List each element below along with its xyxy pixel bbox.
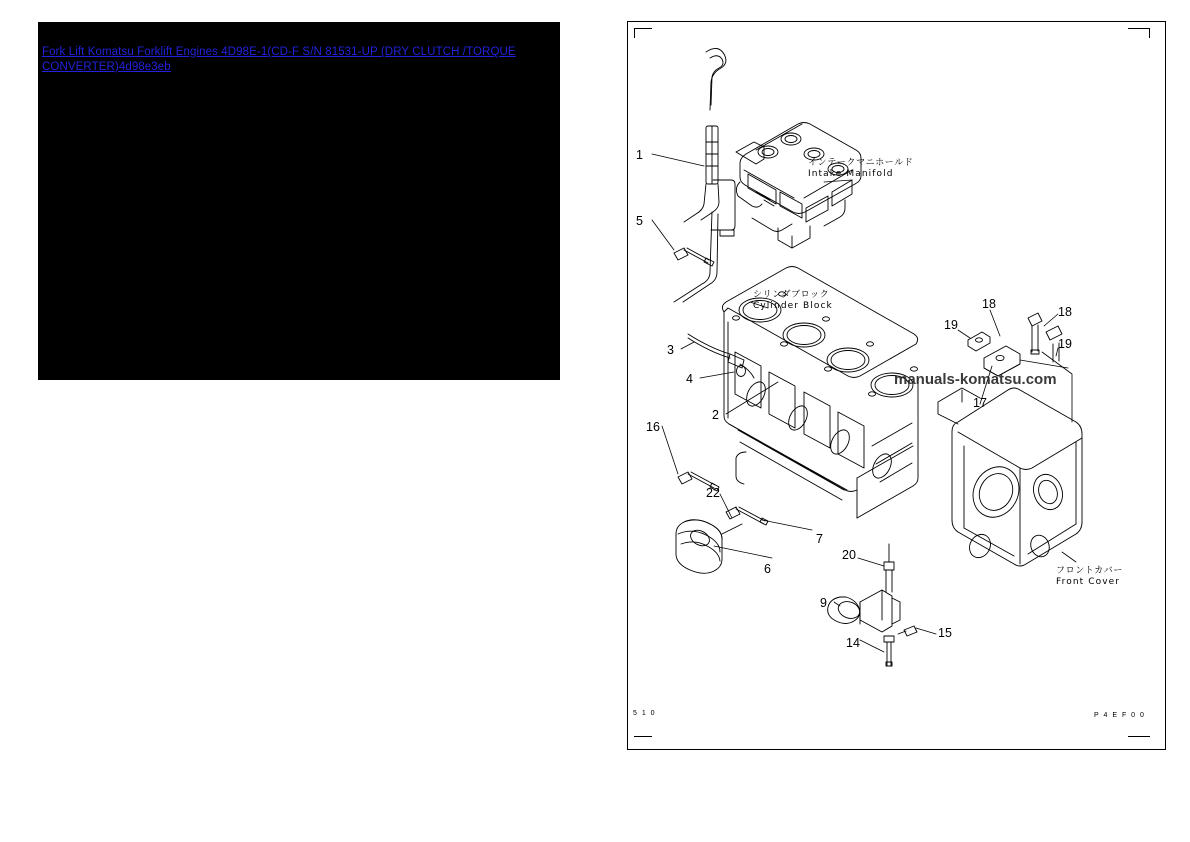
callout-14[interactable]: 14 bbox=[846, 636, 860, 650]
callout-19-right[interactable]: 19 bbox=[1058, 337, 1072, 351]
callout-4[interactable]: 4 bbox=[686, 372, 693, 386]
caption-intake-manifold-en: Intake Manifold bbox=[808, 169, 894, 179]
caption-intake-manifold-jp: インテークマニホールド bbox=[808, 158, 914, 168]
footer-code-right: P 4 E F 0 0 bbox=[1094, 712, 1146, 719]
caption-cylinder-block-jp: シリンダブロック bbox=[753, 290, 830, 300]
parts-diagram-title-link[interactable]: Fork Lift Komatsu Forklift Engines 4D98E-1(CD-F S/N 81531-UP (DRY CLUTCH /TORQUE CONVERTER)4d98e3eb bbox=[42, 46, 516, 73]
caption-front-cover bbox=[1056, 566, 1123, 588]
caption-cylinder-block bbox=[753, 290, 833, 312]
callout-18-right[interactable]: 18 bbox=[1058, 305, 1072, 319]
callout-2[interactable]: 2 bbox=[712, 408, 719, 422]
callout-1[interactable]: 1 bbox=[636, 148, 643, 162]
caption-cylinder-block-en: Cylinder Block bbox=[753, 301, 833, 311]
diagram-frame bbox=[627, 21, 1166, 750]
caption-front-cover-jp: フロントカバー bbox=[1056, 566, 1123, 576]
callout-3[interactable]: 3 bbox=[667, 343, 674, 357]
callout-20[interactable]: 20 bbox=[842, 548, 856, 562]
callout-9[interactable]: 9 bbox=[820, 596, 827, 610]
caption-intake-manifold bbox=[808, 158, 913, 180]
diagram-drawing bbox=[628, 22, 1165, 749]
callout-6[interactable]: 6 bbox=[764, 562, 771, 576]
callout-16[interactable]: 16 bbox=[646, 420, 660, 434]
site-watermark: manuals-komatsu.com bbox=[894, 371, 1057, 388]
callout-15[interactable]: 15 bbox=[938, 626, 952, 640]
callout-17[interactable]: 17 bbox=[973, 396, 987, 410]
callout-18-left[interactable]: 18 bbox=[982, 297, 996, 311]
callout-19-left[interactable]: 19 bbox=[944, 318, 958, 332]
callout-7[interactable]: 7 bbox=[816, 532, 823, 546]
caption-front-cover-en: Front Cover bbox=[1056, 577, 1121, 587]
callout-22[interactable]: 22 bbox=[706, 486, 720, 500]
callout-5[interactable]: 5 bbox=[636, 214, 643, 228]
footer-code-left: 5 1 0 bbox=[633, 710, 657, 717]
thumbnail-panel bbox=[38, 22, 560, 380]
